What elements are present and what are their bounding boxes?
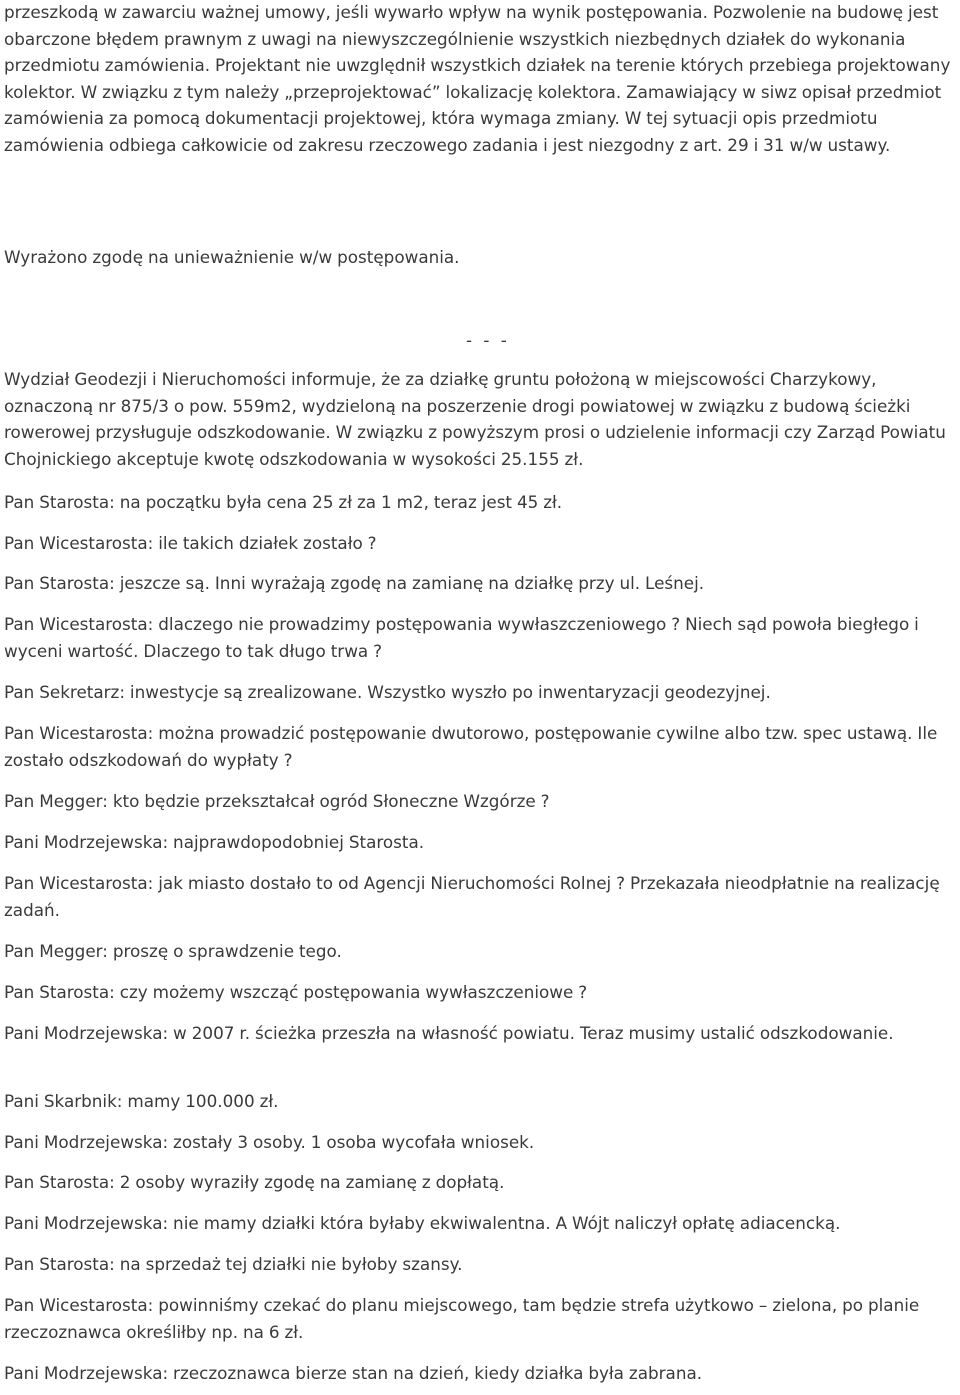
dialogue-line: Pani Modrzejewska: nie mamy działki która byłaby ekwiwalentna. A Wójt naliczył opłatę adiacencką. <box>4 1213 841 1233</box>
dialogue-line: Pani Modrzejewska: w 2007 r. ścieżka przeszła na własność powiatu. Teraz musimy ustalić odszkodowanie. <box>4 1023 894 1043</box>
dialogue-line: Pan Wicestarosta: jak miasto dostało to od Agencji Nieruchomości Rolnej ? Przekazała nieodpłatnie na realizację zadań. <box>4 873 940 920</box>
geodesy-paragraph: Wydział Geodezji i Nieruchomości informuje, że za działkę gruntu położoną w miejscowości Charzykowy, oznaczoną nr 875/3 o pow. 559m2, wydzieloną na poszerzenie drogi powiatowej w związku z budową ścieżki rowerowej przysługuje odszkodowanie. W związku z powyższym prosi o udzielenie informacji czy Zarząd Powiatu Chojnickiego akceptuje kwotę odszkodowania w wysokości 25.155 zł. <box>4 369 946 469</box>
consent-paragraph: Wyrażono zgodę na unieważnienie w/w postępowania. <box>4 247 460 267</box>
dialogue-line: Pan Wicestarosta: dlaczego nie prowadzimy postępowania wywłaszczeniowego ? Niech sąd powoła biegłego i wyceni wartość. Dlaczego to tak długo trwa ? <box>4 614 919 661</box>
section-separator: - - - <box>466 330 510 350</box>
dialogue-line: Pani Modrzejewska: zostały 3 osoby. 1 osoba wycofała wniosek. <box>4 1132 535 1152</box>
dialogue-line: Pan Starosta: na początku była cena 25 zł za 1 m2, teraz jest 45 zł. <box>4 492 563 512</box>
dialogue-line: Pani Modrzejewska: najprawdopodobniej Starosta. <box>4 832 425 852</box>
dialogue-line: Pani Modrzejewska: rzeczoznawca bierze stan na dzień, kiedy działka była zabrana. <box>4 1363 703 1383</box>
dialogue-line: Pan Starosta: czy możemy wszcząć postępowania wywłaszczeniowe ? <box>4 982 588 1002</box>
dialogue-line: Pan Megger: proszę o sprawdzenie tego. <box>4 941 342 961</box>
intro-paragraph: przeszkodą w zawarciu ważnej umowy, jeśli wywarło wpływ na wynik postępowania. Pozwolenie na budowę jest obarczone błędem prawnym z uwagi na niewyszczególnienie wszystkich niezbędnych działek do wykonania przedmiotu zamówienia. Projektant nie uwzględnił wszystkich działek na terenie których przebiega projektowany kolektor. W związku z tym należy „przeprojektować” lokalizację kolektora. Zamawiający w siwz opisał przedmiot zamówienia za pomocą dokumentacji projektowej, która wymaga zmiany. W tej sytuacji opis przedmiotu zamówienia odbiega całkowicie od zakresu rzeczowego zadania i jest niezgodny z art. 29 i 31 w/w ustawy. <box>4 2 951 155</box>
dialogue-line: Pan Starosta: 2 osoby wyraziły zgodę na zamianę z dopłatą. <box>4 1172 505 1192</box>
dialogue-line: Pan Megger: kto będzie przekształcał ogród Słoneczne Wzgórze ? <box>4 791 550 811</box>
dialogue-line: Pan Sekretarz: inwestycje są zrealizowane. Wszystko wyszło po inwentaryzacji geodezyjnej. <box>4 682 771 702</box>
dialogue-line: Pani Skarbnik: mamy 100.000 zł. <box>4 1091 279 1111</box>
dialogue-line: Pan Wicestarosta: można prowadzić postępowanie dwutorowo, postępowanie cywilne albo tzw. spec ustawą. Ile zostało odszkodowań do wypłaty ? <box>4 723 938 770</box>
dialogue-line: Pan Starosta: na sprzedaż tej działki nie byłoby szansy. <box>4 1254 463 1274</box>
dialogue-line: Pan Wicestarosta: ile takich działek zostało ? <box>4 533 377 553</box>
dialogue-line: Pan Starosta: jeszcze są. Inni wyrażają zgodę na zamianę na działkę przy ul. Leśnej. <box>4 573 705 593</box>
dialogue-line: Pan Wicestarosta: powinniśmy czekać do planu miejscowego, tam będzie strefa użytkowo – zielona, po planie rzeczoznawca określiłby np. na 6 zł. <box>4 1295 920 1342</box>
